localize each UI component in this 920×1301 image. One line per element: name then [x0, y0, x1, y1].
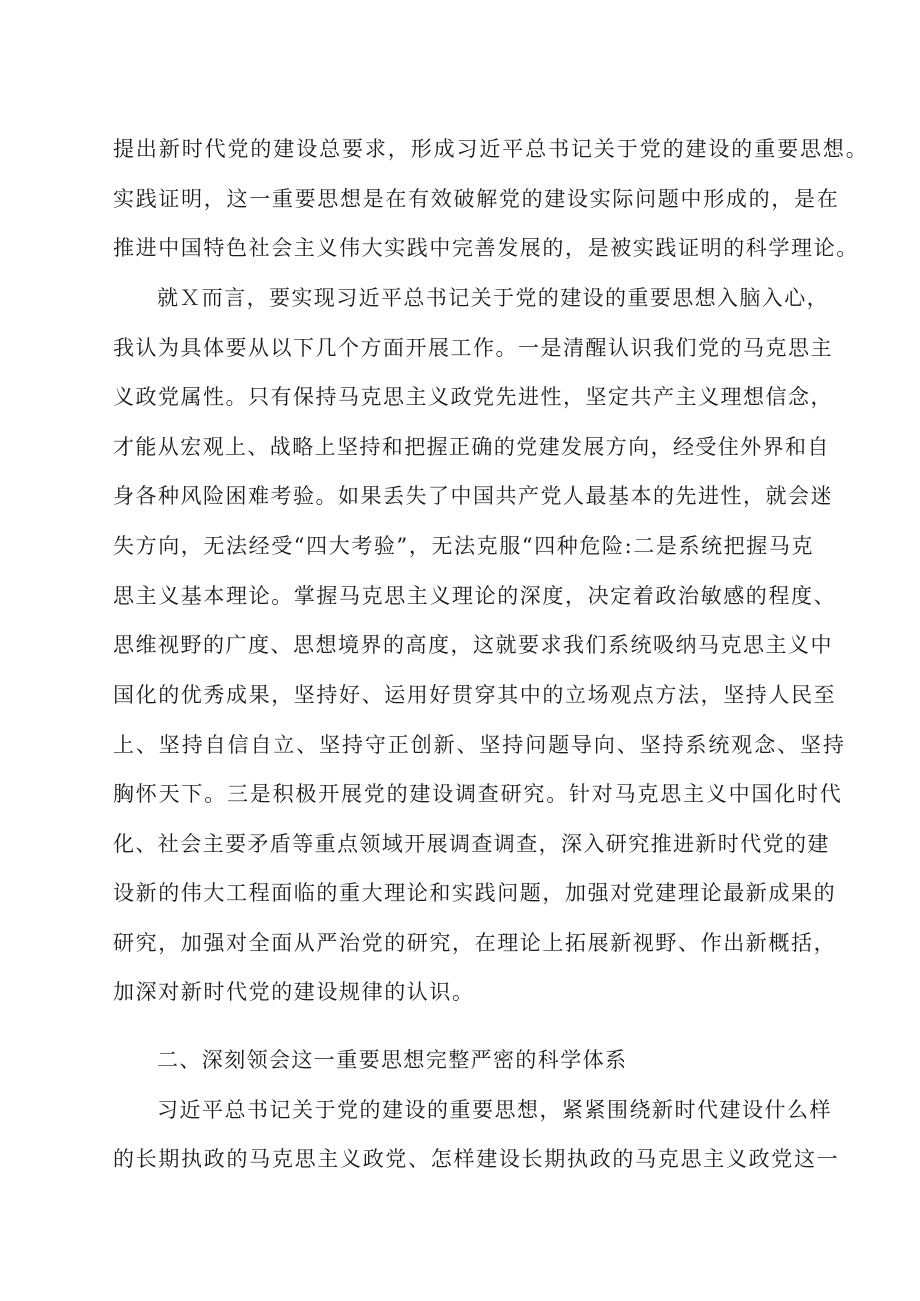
paragraph-line: 研究，加强对全面从严治党的研究，在理论上拓展新视野、作出新概括，: [113, 931, 837, 955]
paragraph-line: 才能从宏观上、战略上坚持和把握正确的党建发展方向，经受住外界和自: [113, 435, 830, 459]
paragraph-line: 设新的伟大工程面临的重大理论和实践问题，加强对党建理论最新成果的: [113, 881, 837, 905]
paragraph-line: 的长期执政的马克思主义政党、怎样建设长期执政的马克思主义政党这一: [113, 1147, 840, 1171]
section-heading: 二、深刻领会这一重要思想完整严密的科学体系: [157, 1048, 628, 1072]
paragraph-line: 实践证明，这一重要思想是在有效破解党的建设实际问题中形成的，是在: [113, 187, 840, 211]
paragraph-line: 就Ｘ而言，要实现习近平总书记关于党的建设的重要思想入脑入心，: [157, 286, 829, 310]
paragraph-line: 习近平总书记关于党的建设的重要思想，紧紧围绕新时代建设什么样: [157, 1098, 832, 1122]
paragraph-line: 思主义基本理论。掌握马克思主义理论的深度，决定着政治敏感的程度、: [113, 584, 837, 608]
paragraph-line: 身各种风险困难考验。如果丢失了中国共产党人最基本的先进性，就会迷: [113, 484, 833, 508]
paragraph-line: 义政党属性。只有保持马克思主义政党先进性，坚定共产主义理想信念，: [113, 385, 833, 409]
paragraph-line: 上、坚持自信自立、坚持守正创新、坚持问题导向、坚持系统观念、坚持: [113, 733, 846, 757]
paragraph-line: 加深对新时代党的建设规律的认识。: [113, 980, 475, 1004]
paragraph-line: 胸怀天下。三是积极开展党的建设调查研究。针对马克思主义中国化时代: [113, 782, 843, 806]
paragraph-line: 化、社会主要矛盾等重点领域开展调查调查，深入研究推进新时代党的建: [113, 832, 830, 856]
paragraph-line: 我认为具体要从以下几个方面开展工作。一是清醒认识我们党的马克思主: [113, 336, 833, 360]
paragraph-line: 提出新时代党的建设总要求，形成习近平总书记关于党的建设的重要思想。: [113, 137, 869, 161]
paragraph-line: 思维视野的广度、思想境界的高度，这就要求我们系统吸纳马克思主义中: [113, 633, 833, 657]
paragraph-line: 推进中国特色社会主义伟大实践中完善发展的，是被实践证明的科学理论。: [113, 236, 859, 260]
paragraph-line: 失方向，无法经受“四大考验”，无法克服“四种危险:二是系统把握马克: [113, 534, 815, 558]
paragraph-line: 国化的优秀成果，坚持好、运用好贯穿其中的立场观点方法，坚持人民至: [113, 683, 837, 707]
